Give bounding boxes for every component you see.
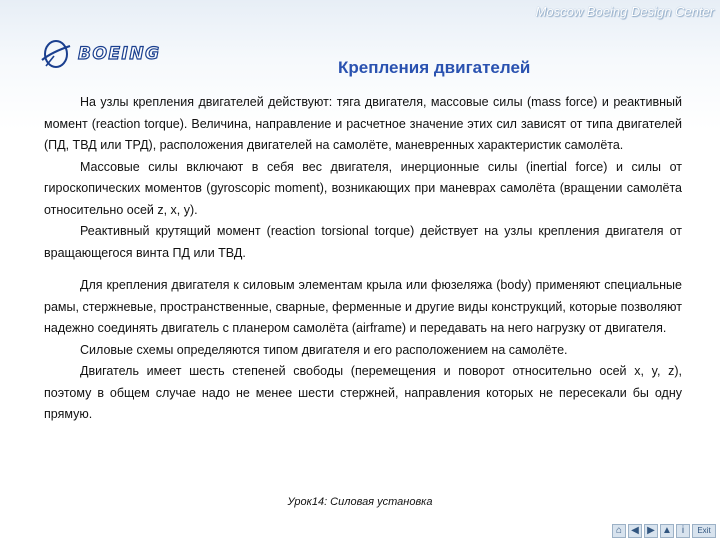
info-icon[interactable]: i (676, 524, 690, 538)
body-text (44, 92, 682, 426)
page-title: Крепления двигателей (338, 58, 531, 77)
boeing-emblem-icon (40, 38, 72, 70)
paragraph-schemes: Силовые схемы определяются типом двигателя и его расположением на самолёте. (80, 342, 568, 357)
lesson-footer: Урок14: Силовая установка (287, 496, 433, 508)
paragraph-mass-forces: Массовые силы включают в себя вес двигателя, инерционные силы (inertial force) и силы от гироскопических моментов (gyroscopic moment), возникающих при маневрах самолёта (вращении самолёта относительно осей z, x, y). (44, 159, 682, 217)
paragraph-degrees-freedom: Двигатель имеет шесть степеней свободы (перемещения и поворот относительно осей x, y, z), поэтому в общем случае надо не менее шести стержней, направления которых не пересекали бы одну прямую. (44, 364, 682, 421)
header-brand: Moscow Boeing Design Center (535, 4, 714, 19)
boeing-logo (40, 38, 161, 70)
paragraph-mounting: Для крепления двигателя к силовым элементам крыла или фюзеляжа (body) применяют специальные рамы, стержневые, пространственные, сварные, ферменные и другие виды конструкций, которые позволяют надежно соединять двигатель с планером самолёта (airframe) и передавать на него нагрузку от двигателя. (44, 278, 682, 335)
home-icon[interactable]: ⌂ (612, 524, 626, 538)
paragraph-forces: На узлы крепления двигателей действуют: тяга двигателя, массовые силы (mass force) и реактивный момент (reaction torque). Величина, направление и расчетное значение этих сил зависят от типа двигателей (ПД, ТВД или ТРД), расположения двигателей на самолёте, маневренных характеристик самолёта. (44, 95, 682, 152)
slide-navigation (612, 524, 690, 538)
boeing-wordmark: BOEING (78, 44, 161, 64)
exit-button[interactable]: Exit (692, 524, 716, 538)
triangle-left-icon[interactable]: ◀ (628, 524, 642, 538)
triangle-right-icon[interactable]: ▶ (644, 524, 658, 538)
up-icon[interactable]: ▲ (660, 524, 674, 538)
paragraph-torque: Реактивный крутящий момент (reaction torsional torque) действует на узлы крепления двигателя от вращающегося винта ПД или ТВД. (44, 224, 682, 260)
